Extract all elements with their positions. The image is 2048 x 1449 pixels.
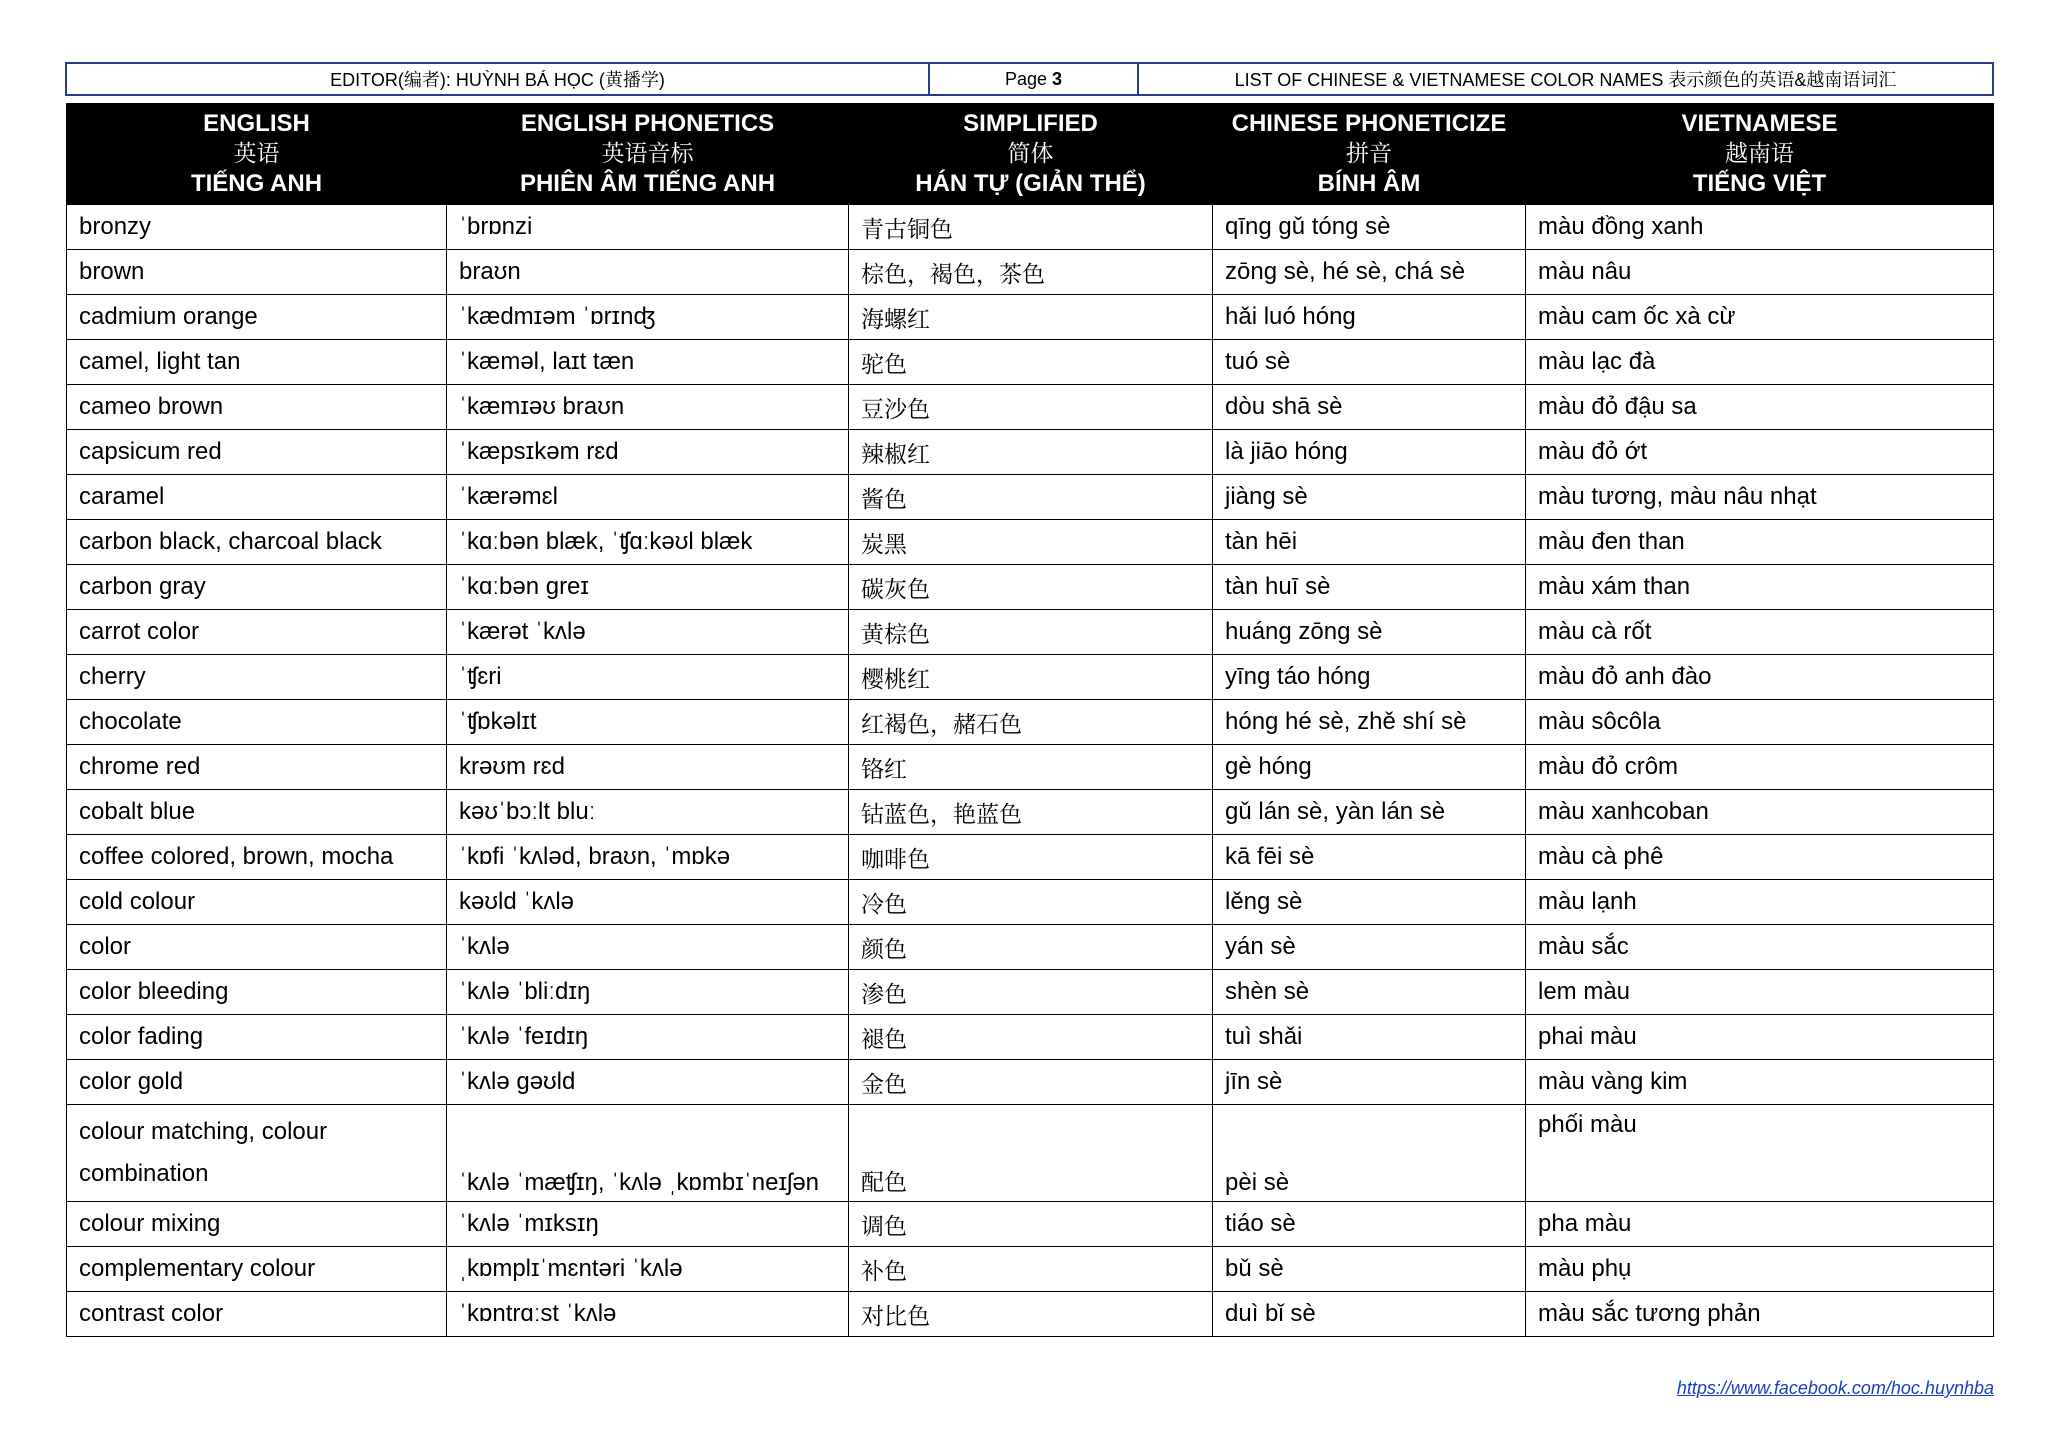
page-indicator: [930, 64, 1139, 94]
cell-simplified: 辣椒红: [849, 430, 1213, 475]
column-header-vietnamese: [1526, 104, 1994, 205]
cell-simplified: 海螺红: [849, 295, 1213, 340]
cell-chinese-phoneticize: jīn sè: [1213, 1060, 1526, 1105]
table-row: [67, 1247, 1994, 1292]
column-header-en-label: VIETNAMESE: [1681, 110, 1838, 137]
cell-vietnamese: màu sắc tương phản: [1526, 1292, 1994, 1337]
table-body: [67, 205, 1994, 1337]
color-vocabulary-table: [66, 103, 1994, 1337]
table-row: [67, 700, 1994, 745]
page-number: 3: [1052, 68, 1063, 89]
table-row: [67, 1015, 1994, 1060]
cell-chinese-phoneticize: kā fēi sè: [1213, 835, 1526, 880]
cell-vietnamese: màu phụ: [1526, 1247, 1994, 1292]
cell-vietnamese: màu vàng kim: [1526, 1060, 1994, 1105]
table-row: [67, 745, 1994, 790]
cell-english-phonetics: ˈkʌlə ˈfeɪdɪŋ: [447, 1015, 849, 1060]
table-row: [67, 205, 1994, 250]
table-row: [67, 1202, 1994, 1247]
cell-english-phonetics: kəʊld ˈkʌlə: [447, 880, 849, 925]
cell-vietnamese: phai màu: [1526, 1015, 1994, 1060]
cell-chinese-phoneticize: tàn hēi: [1213, 520, 1526, 565]
table-row: [67, 385, 1994, 430]
cell-english: complementary colour: [67, 1247, 447, 1292]
cell-simplified: 补色: [849, 1247, 1213, 1292]
cell-simplified: 棕色，褐色，茶色: [849, 250, 1213, 295]
cell-vietnamese: màu sôcôla: [1526, 700, 1994, 745]
table-row: [67, 1105, 1994, 1202]
cell-chinese-phoneticize: là jiāo hóng: [1213, 430, 1526, 475]
cell-simplified: 红褐色，赭石色: [849, 700, 1213, 745]
column-header-en-label: SIMPLIFIED: [963, 110, 1098, 137]
cell-english-phonetics: ˈkærət ˈkʌlə: [447, 610, 849, 655]
table-row: [67, 835, 1994, 880]
cell-english-phonetics: ˈkɑːbən blæk, ˈʧɑːkəʊl blæk: [447, 520, 849, 565]
cell-chinese-phoneticize: pèi sè: [1213, 1105, 1526, 1202]
column-header-zh-label: 简体: [1007, 141, 1054, 167]
cell-english-phonetics: ˈkɒntrɑːst ˈkʌlə: [447, 1292, 849, 1337]
cell-chinese-phoneticize: gè hóng: [1213, 745, 1526, 790]
cell-chinese-phoneticize: yán sè: [1213, 925, 1526, 970]
table-row: [67, 250, 1994, 295]
cell-english: capsicum red: [67, 430, 447, 475]
cell-english-phonetics: ˈkæmɪəʊ braʊn: [447, 385, 849, 430]
cell-english: camel, light tan: [67, 340, 447, 385]
cell-vietnamese: màu tương, màu nâu nhạt: [1526, 475, 1994, 520]
cell-chinese-phoneticize: qīng gǔ tóng sè: [1213, 205, 1526, 250]
cell-english: cadmium orange: [67, 295, 447, 340]
cell-simplified: 驼色: [849, 340, 1213, 385]
cell-simplified: 渗色: [849, 970, 1213, 1015]
cell-english: carbon gray: [67, 565, 447, 610]
column-header-en-label: CHINESE PHONETICIZE: [1231, 110, 1507, 137]
cell-simplified: 铬红: [849, 745, 1213, 790]
cell-english: contrast color: [67, 1292, 447, 1337]
cell-chinese-phoneticize: hóng hé sè, zhě shí sè: [1213, 700, 1526, 745]
cell-line: colour matching, colour: [79, 1118, 328, 1145]
column-header-zh-label: 英语音标: [601, 141, 694, 167]
table-row: [67, 295, 1994, 340]
cell-english-phonetics: ˈkʌlə gəʊld: [447, 1060, 849, 1105]
table-row: [67, 970, 1994, 1015]
cell-english-phonetics: ˌkɒmplɪˈmɛntəri ˈkʌlə: [447, 1247, 849, 1292]
cell-english: color fading: [67, 1015, 447, 1060]
cell-chinese-phoneticize: bǔ sè: [1213, 1247, 1526, 1292]
cell-chinese-phoneticize: duì bǐ sè: [1213, 1292, 1526, 1337]
cell-english: chrome red: [67, 745, 447, 790]
column-header-zh-label: 英语: [233, 141, 280, 167]
table-row: [67, 925, 1994, 970]
cell-chinese-phoneticize: gǔ lán sè, yàn lán sè: [1213, 790, 1526, 835]
table-row: [67, 790, 1994, 835]
cell-simplified: 青古铜色: [849, 205, 1213, 250]
cell-english-phonetics: krəʊm rɛd: [447, 745, 849, 790]
cell-chinese-phoneticize: hǎi luó hóng: [1213, 295, 1526, 340]
cell-english: cameo brown: [67, 385, 447, 430]
column-header-en-label: ENGLISH: [203, 110, 310, 137]
cell-simplified: 钴蓝色，艳蓝色: [849, 790, 1213, 835]
cell-vietnamese: màu lạnh: [1526, 880, 1994, 925]
table-row: [67, 340, 1994, 385]
cell-english-phonetics: ˈʧɒkəlɪt: [447, 700, 849, 745]
document-title: LIST OF CHINESE & VIETNAMESE COLOR NAMES 表示颜色的英语&越南语词汇: [1234, 70, 1897, 90]
cell-english-phonetics: kəʊˈbɔːlt bluː: [447, 790, 849, 835]
cell-chinese-phoneticize: shèn sè: [1213, 970, 1526, 1015]
cell-chinese-phoneticize: tiáo sè: [1213, 1202, 1526, 1247]
cell-english: bronzy: [67, 205, 447, 250]
column-header-en-label: ENGLISH PHONETICS: [520, 110, 775, 137]
cell-chinese-phoneticize: tàn huī sè: [1213, 565, 1526, 610]
cell-english: carbon black, charcoal black: [67, 520, 447, 565]
cell-english-phonetics: ˈbrɒnzi: [447, 205, 849, 250]
column-header-vi-label: HÁN TỰ (GIẢN THỂ): [915, 170, 1146, 197]
cell-simplified: 褪色: [849, 1015, 1213, 1060]
cell-simplified: 黄棕色: [849, 610, 1213, 655]
cell-chinese-phoneticize: lěng sè: [1213, 880, 1526, 925]
cell-vietnamese: màu cà phê: [1526, 835, 1994, 880]
cell-simplified: 配色: [849, 1105, 1213, 1202]
cell-chinese-phoneticize: tuì shǎi: [1213, 1015, 1526, 1060]
cell-chinese-phoneticize: huáng zōng sè: [1213, 610, 1526, 655]
table-row: [67, 1060, 1994, 1105]
cell-vietnamese: màu xanhcoban: [1526, 790, 1994, 835]
cell-english-phonetics: ˈkɒfi ˈkʌləd, braʊn, ˈmɒkə: [447, 835, 849, 880]
page-header: [65, 62, 1994, 96]
cell-simplified: 颜色: [849, 925, 1213, 970]
cell-vietnamese: màu lạc đà: [1526, 340, 1994, 385]
column-header-vi-label: TIẾNG VIỆT: [1692, 170, 1827, 197]
cell-vietnamese: phối màu: [1526, 1105, 1994, 1202]
cell-english-phonetics: ˈkʌlə ˈbliːdɪŋ: [447, 970, 849, 1015]
cell-chinese-phoneticize: yīng táo hóng: [1213, 655, 1526, 700]
cell-simplified: 对比色: [849, 1292, 1213, 1337]
cell-english-phonetics: ˈkʌlə ˈmɪksɪŋ: [447, 1202, 849, 1247]
cell-simplified: 樱桃红: [849, 655, 1213, 700]
cell-chinese-phoneticize: jiàng sè: [1213, 475, 1526, 520]
cell-vietnamese: màu đen than: [1526, 520, 1994, 565]
column-header-english: [67, 104, 447, 205]
cell-line: combination: [79, 1160, 209, 1187]
cell-vietnamese: màu đồng xanh: [1526, 205, 1994, 250]
cell-english: brown: [67, 250, 447, 295]
column-header-vi-label: TIẾNG ANH: [190, 170, 323, 197]
cell-english-phonetics: ˈkɑːbən greɪ: [447, 565, 849, 610]
cell-simplified: 炭黑: [849, 520, 1213, 565]
cell-english: cold colour: [67, 880, 447, 925]
table-row: [67, 880, 1994, 925]
table-row: [67, 1292, 1994, 1337]
cell-chinese-phoneticize: tuó sè: [1213, 340, 1526, 385]
cell-vietnamese: màu nâu: [1526, 250, 1994, 295]
cell-simplified: 豆沙色: [849, 385, 1213, 430]
column-header-zh-label: 越南语: [1725, 141, 1794, 167]
column-header-english-phonetics: [447, 104, 849, 205]
table-row: [67, 430, 1994, 475]
column-header-zh-label: 拼音: [1346, 141, 1392, 167]
cell-vietnamese: màu đỏ đậu sa: [1526, 385, 1994, 430]
cell-vietnamese: pha màu: [1526, 1202, 1994, 1247]
cell-english-phonetics: ˈkæpsɪkəm rɛd: [447, 430, 849, 475]
cell-simplified: 冷色: [849, 880, 1213, 925]
cell-english-phonetics: braʊn: [447, 250, 849, 295]
cell-english: colour mixing: [67, 1202, 447, 1247]
page-label: Page: [1004, 68, 1048, 89]
cell-english-phonetics: ˈkædmɪəm ˈɒrɪnʤ: [447, 295, 849, 340]
cell-english: color bleeding: [67, 970, 447, 1015]
cell-vietnamese: màu đỏ anh đào: [1526, 655, 1994, 700]
table-row: [67, 610, 1994, 655]
table-row: [67, 655, 1994, 700]
cell-english: cherry: [67, 655, 447, 700]
cell-english: caramel: [67, 475, 447, 520]
column-header-vi-label: BÍNH ÂM: [1317, 170, 1421, 197]
cell-english-phonetics: ˈkæməl, laɪt tæn: [447, 340, 849, 385]
cell-vietnamese: màu đỏ crôm: [1526, 745, 1994, 790]
editor-credit: EDITOR(编者): HUỲNH BÁ HỌC (黄播学): [67, 64, 930, 94]
cell-vietnamese: lem màu: [1526, 970, 1994, 1015]
cell-simplified: 调色: [849, 1202, 1213, 1247]
table-row: [67, 565, 1994, 610]
cell-vietnamese: màu cam ốc xà cừ: [1526, 295, 1994, 340]
cell-english: color gold: [67, 1060, 447, 1105]
cell-english-phonetics: ˈkʌlə: [447, 925, 849, 970]
cell-simplified: 酱色: [849, 475, 1213, 520]
facebook-link[interactable]: https://www.facebook.com/hoc.huynhba: [1676, 1378, 1994, 1398]
cell-simplified: 咖啡色: [849, 835, 1213, 880]
cell-chinese-phoneticize: zōng sè, hé sè, chá sè: [1213, 250, 1526, 295]
cell-chinese-phoneticize: dòu shā sè: [1213, 385, 1526, 430]
cell-english: coffee colored, brown, mocha: [67, 835, 447, 880]
cell-vietnamese: màu đỏ ớt: [1526, 430, 1994, 475]
table-row: [67, 520, 1994, 565]
column-header-chinese-phoneticize: [1213, 104, 1526, 205]
cell-simplified: 碳灰色: [849, 565, 1213, 610]
cell-english: color: [67, 925, 447, 970]
cell-vietnamese: màu xám than: [1526, 565, 1994, 610]
cell-vietnamese: màu cà rốt: [1526, 610, 1994, 655]
column-header-vi-label: PHIÊN ÂM TIẾNG ANH: [519, 170, 776, 197]
cell-english-phonetics: ˈʧɛri: [447, 655, 849, 700]
table-header-row: [67, 104, 1994, 205]
table-row: [67, 475, 1994, 520]
cell-vietnamese: màu sắc: [1526, 925, 1994, 970]
cell-english: cobalt blue: [67, 790, 447, 835]
column-header-simplified: [849, 104, 1213, 205]
cell-english-phonetics: ˈkærəmɛl: [447, 475, 849, 520]
cell-english: chocolate: [67, 700, 447, 745]
cell-english-phonetics: ˈkʌlə ˈmæʧɪŋ, ˈkʌlə ˌkɒmbɪˈneɪʃən: [447, 1105, 849, 1202]
cell-english: carrot color: [67, 610, 447, 655]
cell-english: [67, 1105, 447, 1202]
cell-simplified: 金色: [849, 1060, 1213, 1105]
